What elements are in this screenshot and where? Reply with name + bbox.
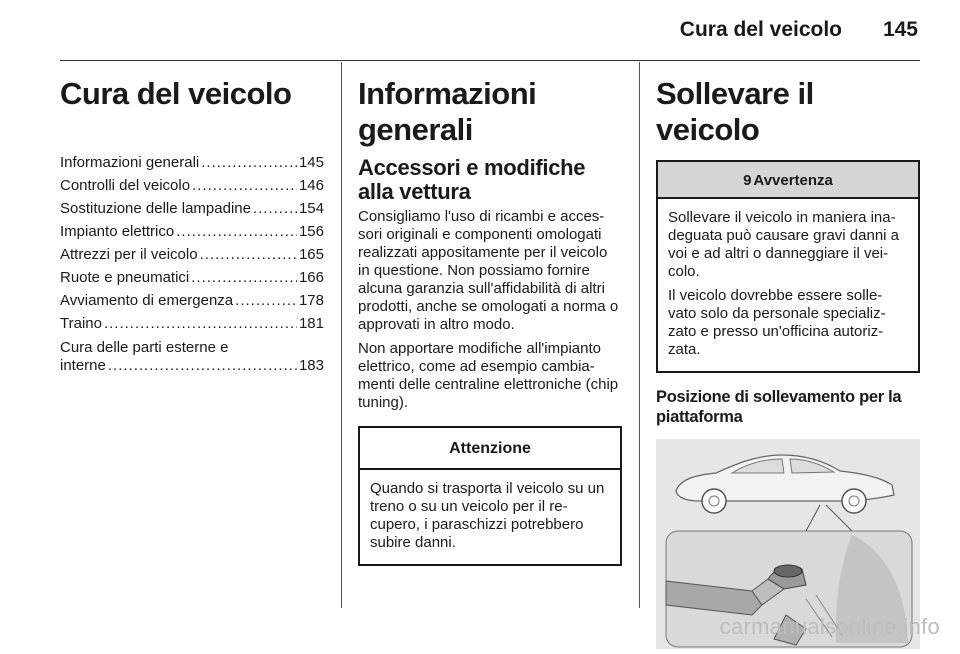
warning-box [656,160,920,373]
warning-text: Sollevare il veicolo in maniera ina-deguata può causare gravi danni a voi e ad altri o danneggiare il vei-colo. [668,209,900,280]
toc-entry[interactable]: Cura delle parti esterne e interne ..... 183 [60,339,324,375]
subsection-title: Accessori e modifiche alla vettura [358,155,586,204]
subsection-title: Posizione di sollevamento per la piattaforma [656,388,902,426]
watermark: carmanualsonline.info [719,614,940,639]
warning-header [658,162,918,199]
toc-entry[interactable]: Controlli del veicolo ..... 146 [60,177,324,200]
notice-title: Attenzione [360,428,620,470]
section-title: Sollevare il veicolo [656,76,814,147]
column-divider [639,62,640,608]
toc-entry[interactable]: Sostituzione delle lampadine ..... 154 [60,200,324,223]
toc-column [60,62,324,375]
section-title: Informazioni generali [358,76,537,147]
table-of-contents [60,154,324,375]
toc-entry[interactable]: Traino ..... 181 [60,315,324,338]
notice-text: Quando si trasporta il veicolo su un treno o su un veicolo per il re-cupero, i paraschizzi potrebbero subire danni. [370,480,605,551]
general-info-column [358,62,622,566]
toc-entry[interactable]: Attrezzi per il veicolo ..... 165 [60,246,324,269]
page-number: 145 [882,18,918,41]
toc-entry[interactable]: Avviamento di emergenza ..... 178 [60,292,324,315]
toc-entry[interactable]: Impianto elettrico ..... 156 [60,223,324,246]
toc-entry[interactable]: Ruote e pneumatici ..... 166 [60,269,324,292]
toc-entry-line: Cura delle parti esterne e [60,339,229,356]
chapter-title: Cura del veicolo [60,76,292,111]
notice-box [358,426,622,566]
page-header [60,0,920,61]
warning-icon: 9 [743,172,752,189]
lifting-column [656,62,920,649]
paragraph: Non apportare modifiche all'impianto elettrico, come ad esempio cambia-menti delle centraline elettroniche (chip tuning). [358,340,619,411]
column-divider [341,62,342,608]
paragraph: Consigliamo l'uso di ricambi e acces-sori originali e componenti omologati realizzati appositamente per il veicolo in questione. Non possiamo fornire alcuna garanzia sull'affidabilità di altri prodotti, anche se omologati a norma o approvati in altro modo. [358,208,619,333]
running-title: Cura del veicolo [679,18,842,41]
warning-title: Avvertenza [753,172,833,189]
warning-text: Il veicolo dovrebbe essere solle-vato solo da personale specializ-zato e presso un'officina autoriz-zata. [668,287,886,358]
toc-entry[interactable]: Informazioni generali ..... 145 [60,154,324,177]
